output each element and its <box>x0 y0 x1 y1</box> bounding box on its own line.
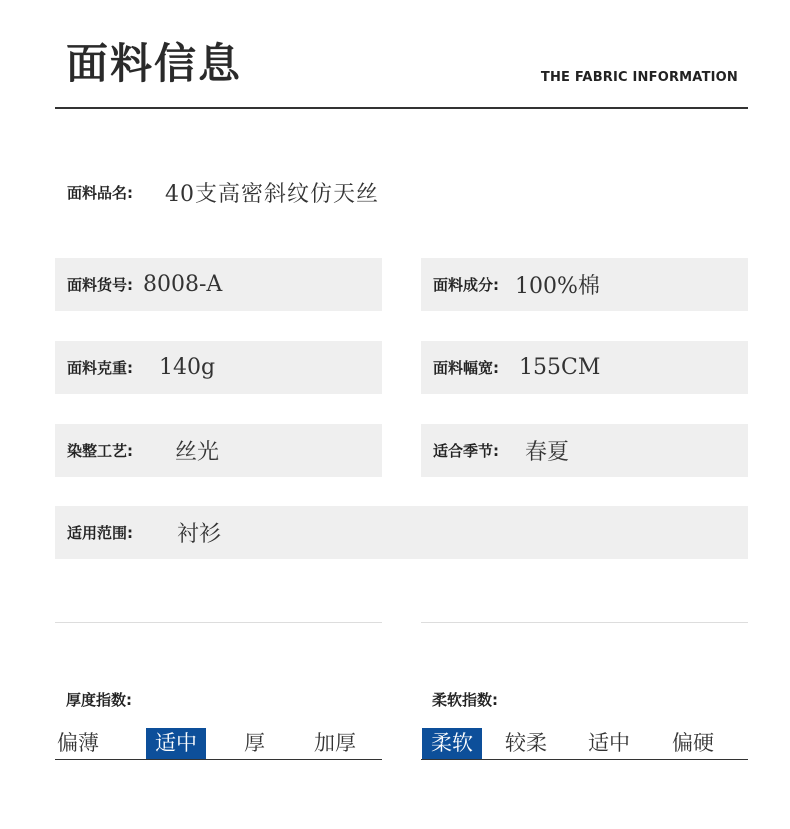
finishing-cell <box>55 424 382 477</box>
width-cell <box>421 341 748 394</box>
width-label: 面料幅宽: <box>433 359 499 377</box>
usage-cell <box>55 506 748 559</box>
softness-option-4: 偏硬 <box>672 731 714 755</box>
page-title: 面料信息 <box>66 39 243 88</box>
thickness-scale <box>55 728 382 760</box>
season-value: 春夏 <box>525 440 570 465</box>
item-no-cell <box>55 258 382 311</box>
thickness-label: 厚度指数: <box>66 691 132 709</box>
season-cell <box>421 424 748 477</box>
thickness-option-2: 适中 <box>146 728 206 759</box>
fabric-name-value: 40支高密斜纹仿天丝 <box>165 181 379 207</box>
weight-value: 140g <box>159 355 216 380</box>
page-subtitle: THE FABRIC INFORMATION <box>540 70 738 85</box>
thickness-baseline <box>55 759 382 760</box>
thickness-option-3: 厚 <box>244 731 265 755</box>
divider-right <box>421 622 748 623</box>
weight-cell <box>55 341 382 394</box>
thickness-option-1: 偏薄 <box>57 731 99 755</box>
composition-cell <box>421 258 748 311</box>
usage-label: 适用范围: <box>67 524 133 542</box>
width-value: 155CM <box>519 355 601 380</box>
fabric-name-row <box>55 166 748 218</box>
softness-option-2: 较柔 <box>505 731 547 755</box>
softness-option-1: 柔软 <box>422 728 482 759</box>
finishing-label: 染整工艺: <box>67 442 133 460</box>
softness-baseline <box>421 759 748 760</box>
composition-value: 100%棉 <box>515 274 600 299</box>
softness-scale <box>421 728 748 760</box>
finishing-value: 丝光 <box>175 440 220 465</box>
softness-label: 柔软指数: <box>432 691 498 709</box>
season-label: 适合季节: <box>433 442 499 460</box>
thickness-option-4: 加厚 <box>314 731 356 755</box>
weight-label: 面料克重: <box>67 359 133 377</box>
item-no-value: 8008-A <box>143 272 223 297</box>
divider-left <box>55 622 382 623</box>
item-no-label: 面料货号: <box>67 276 133 294</box>
fabric-name-label: 面料品名: <box>67 183 133 202</box>
header-divider <box>55 107 748 109</box>
usage-value: 衬衫 <box>177 522 222 547</box>
composition-label: 面料成分: <box>433 276 499 294</box>
softness-option-3: 适中 <box>588 731 630 755</box>
